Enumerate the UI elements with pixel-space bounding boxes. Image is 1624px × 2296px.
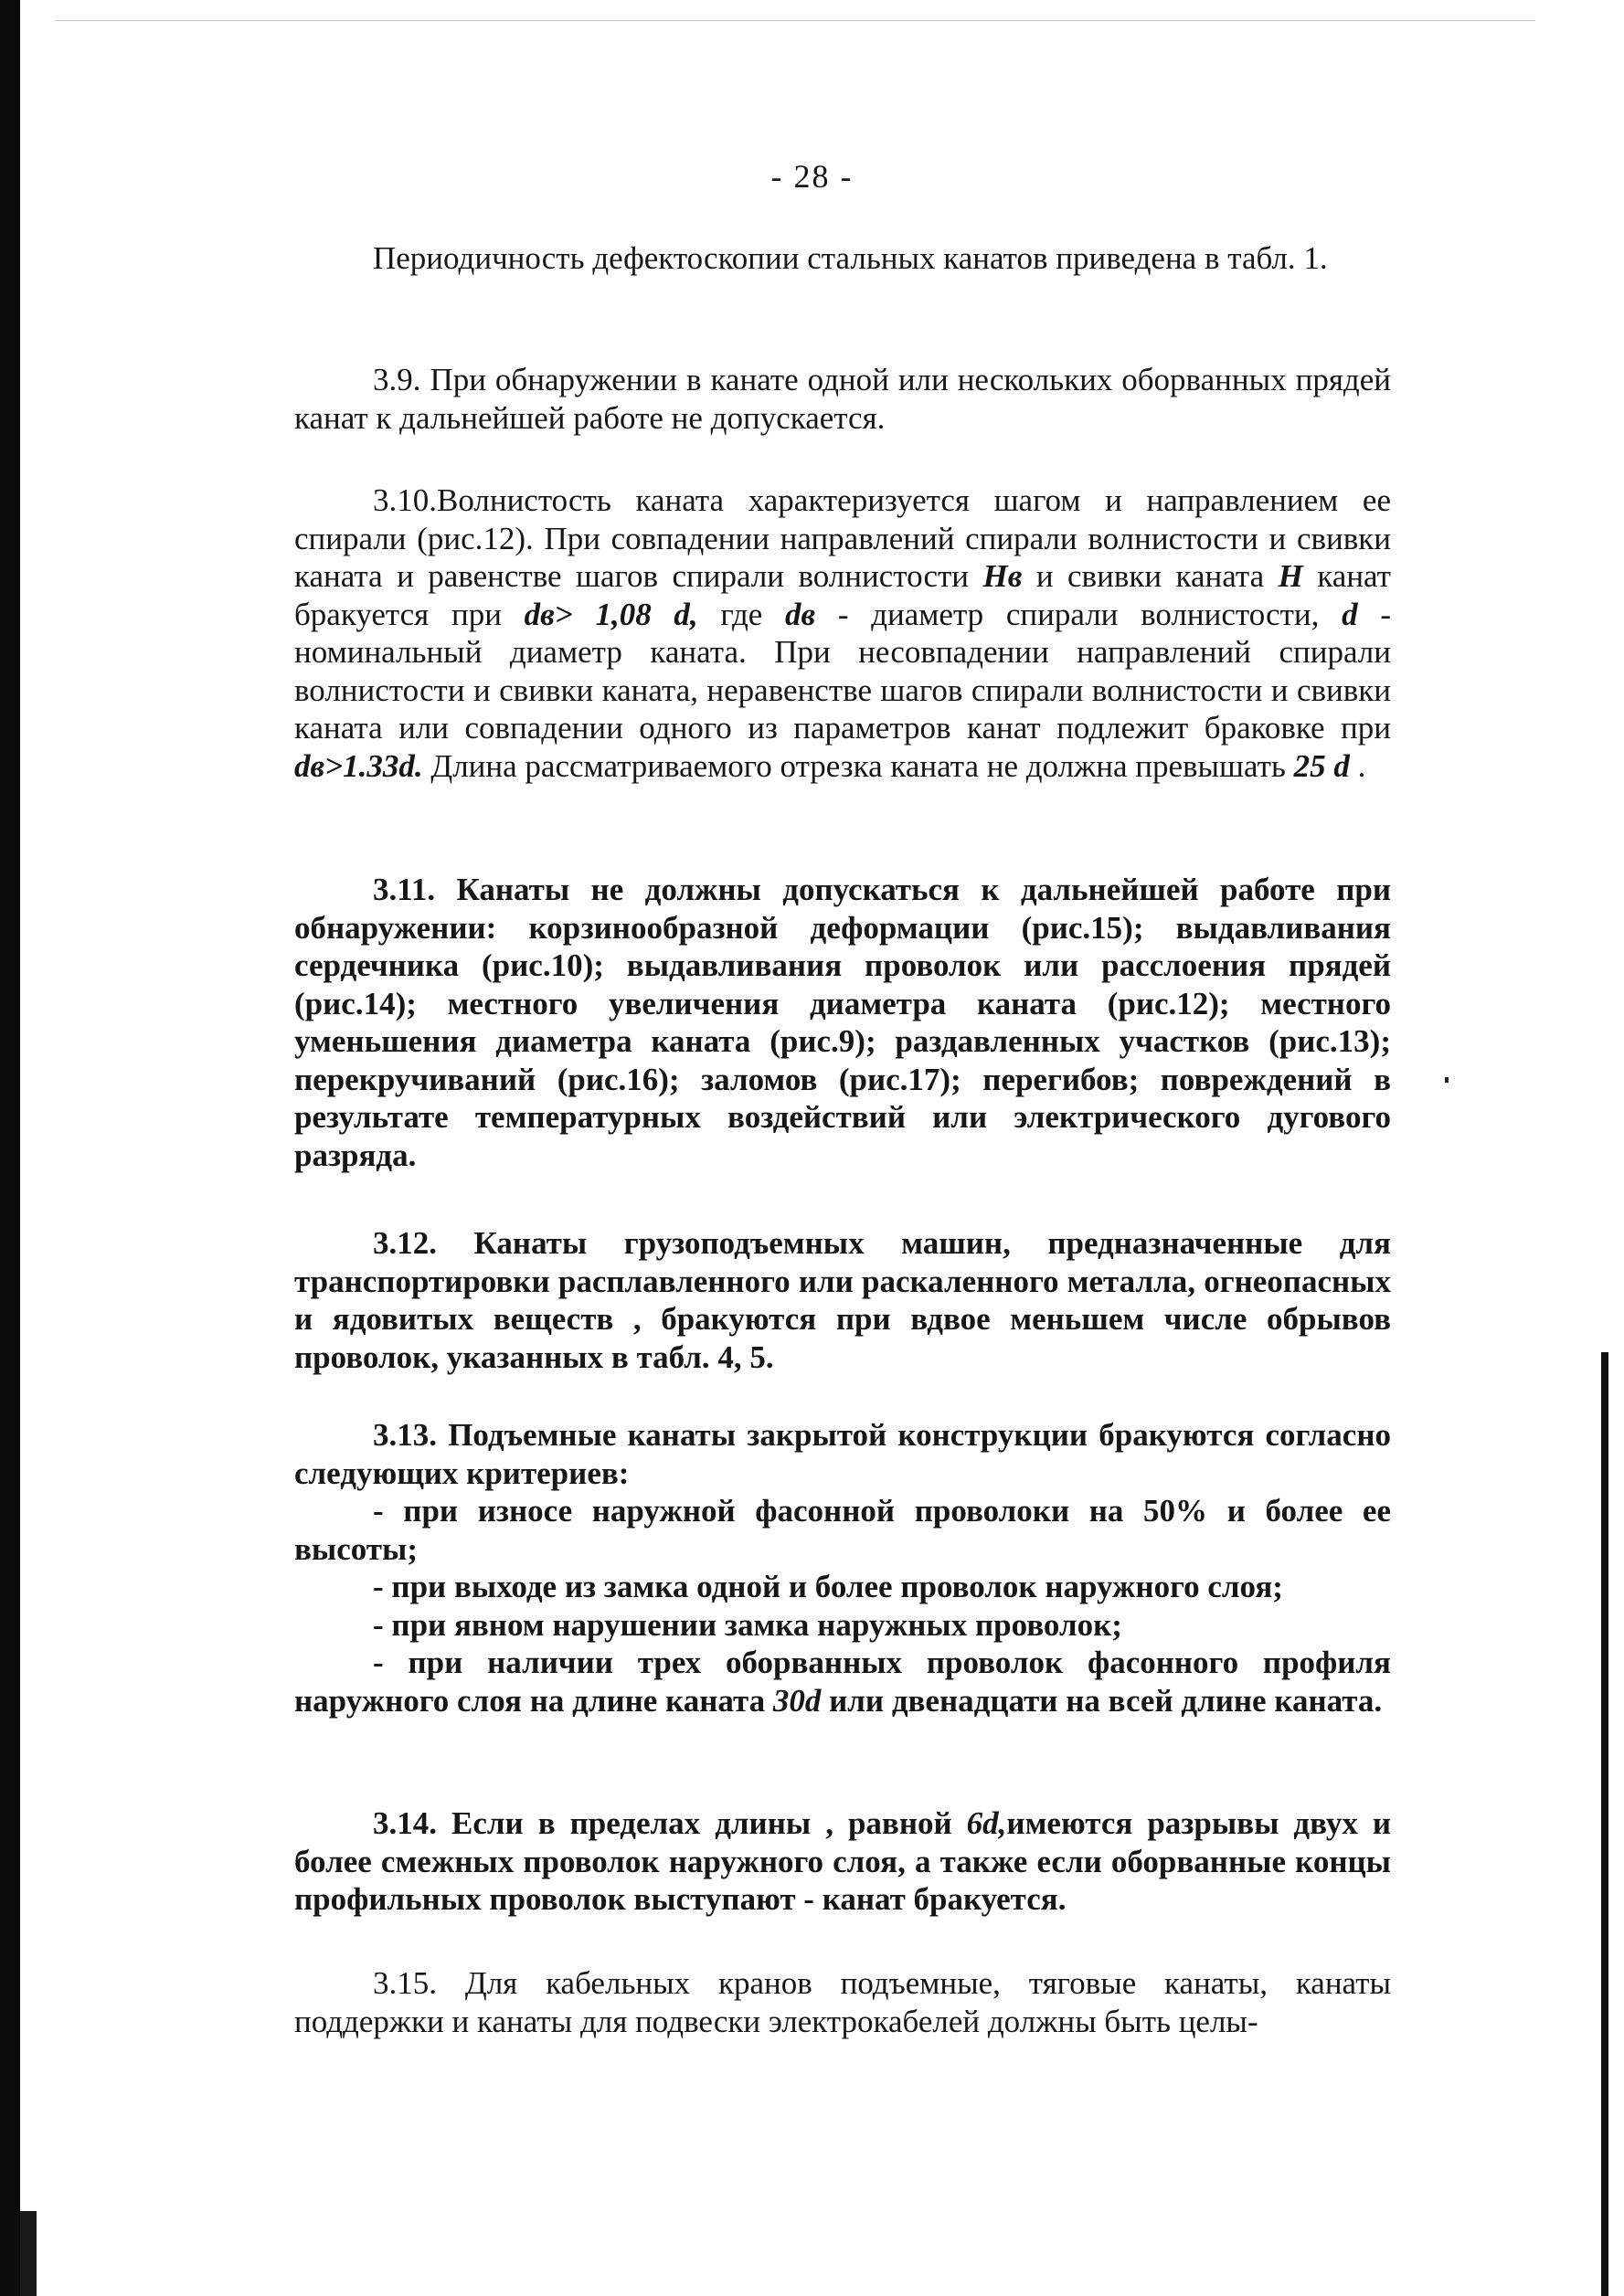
scan-top-edge — [55, 20, 1535, 21]
paragraph-3-11: 3.11. Канаты не должны допускаться к дальнейшей работе при обнаружении: корзинообразной деформации (рис.15); выдавливания сердечника (рис.10); выдавливания проволок или расслоения прядей (рис.14); местного увеличения диаметра каната (рис.12); местного уменьшения диаметра каната (рис.9); раздавленных участков (рис.13); перекручиваний (рис.16); заломов (рис.17); перегибов; повреждений в результате температурных воздействий или электрического дугового разряда. — [294, 872, 1391, 1173]
criteria-item-2: - при выходе из замка одной и более проволок наружного слоя; — [373, 1569, 1283, 1604]
paragraph-3-15: 3.15. Для кабельных кранов подъемные, тяговые канаты, канаты поддержки и канаты для подвески электрокабелей должны быть целы- — [294, 1965, 1391, 2039]
paragraph-3-10-text-2: и свивки каната — [1022, 558, 1279, 594]
paragraph-3-10 — [294, 481, 1391, 785]
paragraph-3-12: 3.12. Канаты грузоподъемных машин, предназначенные для транспортировки расплавленного или раскаленного металла, огнеопасных и ядовитых веществ , бракуются при вдвое меньшем числе обрывов проволок, указанных в табл. 4, 5. — [294, 1225, 1391, 1375]
scan-left-border — [0, 0, 20, 2296]
paragraph-3-10-text-8: . — [1349, 747, 1366, 784]
formula-hv: Нв — [982, 558, 1023, 594]
paragraph-3-10-text-1: 3.10.Волнистость каната характеризуется шагом и направлением ее спирали (рис.12). При совпадении направлений спирали волнистости и свивки каната и равенстве шагов спирали волнистости — [294, 482, 1391, 594]
formula-6d: 6d, — [966, 1805, 1007, 1841]
page-number: - 28 - — [770, 158, 854, 195]
formula-25d: 25 d — [1293, 747, 1350, 784]
paragraph-3-13-lead: 3.13. Подъемные канаты закрытой конструкции бракуются согласно следующих критериев: — [294, 1417, 1391, 1491]
criteria-item-4-text-b: или двенадцати на всей длине каната. — [821, 1682, 1383, 1719]
paragraph-3-10-text-3: канат бракуется при — [294, 558, 1391, 632]
paragraph-3-10-text-6: - номинальный диаметр каната. При несовпадении направлений спирали волнистости и свивки каната, неравенстве шагов спирали волнистости и свивки каната или совпадении одного из параметров канат подлежит браковке при — [294, 596, 1391, 746]
scan-speck — [1445, 1077, 1449, 1083]
formula-30d: 30d — [772, 1682, 822, 1719]
paragraph-intro: Периодичность дефектоскопии стальных канатов приведена в табл. 1. — [373, 240, 1328, 276]
scan-left-border-stub — [20, 2211, 37, 2296]
criteria-item-3: - при явном нарушении замка наружных проволок; — [373, 1606, 1122, 1643]
criteria-item-4-text-a: - при наличии трех оборванных проволок фасонного профиля наружного слоя на длине каната — [294, 1645, 1391, 1719]
formula-d: d — [1342, 596, 1358, 632]
formula-h: Н — [1278, 558, 1303, 594]
scan-right-border — [1601, 1352, 1608, 2296]
paragraph-3-10-text-5: - диаметр спирали волнистости, — [815, 596, 1343, 632]
paragraph-3-10-text-4: где — [697, 596, 785, 632]
paragraph-3-14-text-2: имеются разрывы двух и более смежных проволок наружного слоя, а также если оборванные концы профильных проволок выступают - канат бракуется. — [294, 1805, 1391, 1917]
formula-dv-1-08: dв> 1,08 d, — [524, 596, 698, 632]
paragraph-3-13 — [294, 1416, 1391, 1719]
paragraph-3-10-text-7: Длина рассматриваемого отрезка каната не должна превышать — [422, 747, 1294, 784]
paragraph-3-14 — [294, 1804, 1391, 1919]
formula-dv-1-33: dв>1.33d. — [294, 747, 423, 784]
criteria-item-4 — [294, 1644, 1391, 1719]
criteria-item-1: - при износе наружной фасонной проволоки на 50% и более ее высоты; — [294, 1493, 1391, 1567]
formula-dv: dв — [785, 596, 816, 632]
paragraph-3-9: 3.9. При обнаружении в канате одной или нескольких оборванных прядей канат к дальнейшей работе не допускается. — [294, 362, 1391, 436]
paragraph-3-14-text-1: 3.14. Если в пределах длины , равной — [373, 1805, 967, 1841]
